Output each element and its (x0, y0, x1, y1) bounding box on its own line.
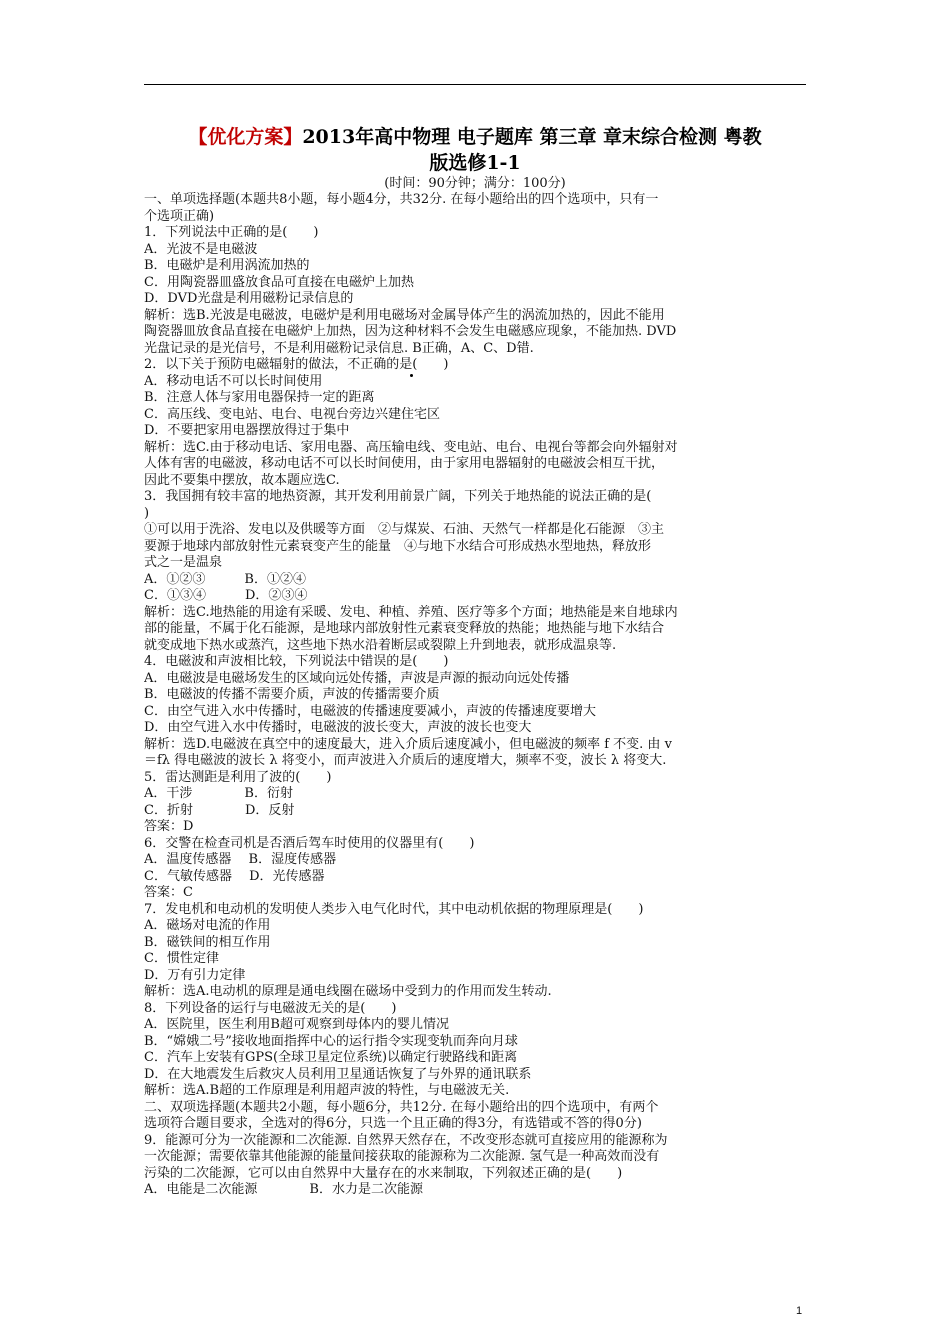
text-line: 6．交警在检查司机是否酒后驾车时使用的仪器里有( ) (144, 835, 475, 851)
header-rule (144, 84, 806, 85)
text-line: B．“嫦娥二号”接收地面指挥中心的运行指令实现变轨而奔向月球 (144, 1033, 518, 1049)
text-line: 污染的二次能源，它可以由自然界中大量存在的水来制取，下列叙述正确的是( ) (144, 1165, 623, 1181)
text-line: ＝fλ 得电磁波的波长 λ 将变小，而声波进入介质后的速度增大，频率不变，波长 λ 将变大. (144, 753, 667, 768)
text-line: 因此不要集中摆放，故本题应选C. (144, 472, 340, 488)
text-line: C．气敏传感器 D．光传感器 (144, 868, 325, 884)
text-line: C．①③④ D．②③④ (144, 588, 308, 603)
text-line: 4．电磁波和声波相比较，下列说法中错误的是( ) (144, 654, 449, 669)
text-line: A．干涉 B．衍射 (144, 786, 293, 801)
text-line: C．用陶瓷器皿盛放食品可直接在电磁炉上加热 (144, 274, 414, 290)
document-title (144, 124, 806, 176)
text-line: B．注意人体与家用电器保持一定的距离 (144, 390, 375, 405)
page-number: 1 (796, 1305, 803, 1317)
text-line: C．惯性定律 (144, 951, 219, 966)
text-line: 答案：C (144, 885, 193, 900)
document-body (144, 192, 808, 1199)
text-line: 人体有害的电磁波，移动电话不可以长时间使用，由于家用电器辐射的电磁波会相互干扰， (144, 456, 665, 471)
text-line: 1．下列说法中正确的是( ) (144, 225, 319, 240)
text-line: B．电磁波的传播不需要介质，声波的传播需要介质 (144, 687, 440, 702)
text-line: 答案：D (144, 819, 194, 834)
text-line: 陶瓷器皿放食品直接在电磁炉上加热，因为这种材料不会发生电磁感应现象，不能加热. DVD (144, 324, 677, 339)
text-line: C．折射 D．反射 (144, 802, 295, 818)
text-line: C．高压线、变电站、电台、电视台旁边兴建住宅区 (144, 406, 440, 422)
text-line: A．移动电话不可以长时间使用 (144, 373, 323, 389)
text-line: 就变成地下热水或蒸汽，这些地下热水沿着断层或裂隙上升到地表，就形成温泉等. (144, 637, 617, 653)
text-line: 解析：选C.地热能的用途有采暖、发电、种植、养殖、医疗等多个方面；地热能是来自地球内 (144, 604, 678, 620)
text-line: 解析：选B.光波是电磁波，电磁炉是利用电磁场对金属导体产生的涡流加热的，因此不能用 (144, 307, 665, 323)
text-line: B．电磁炉是利用涡流加热的 (144, 258, 310, 273)
text-line: 部的能量，不属于化石能源，是地球内部放射性元素衰变释放的热能；地热能与地下水结合 (144, 621, 665, 636)
text-line: 解析：选C.由于移动电话、家用电器、高压输电线、变电站、电台、电视台等都会向外辐射对 (144, 439, 678, 455)
text-line: A．电磁波是电磁场发生的区域向远处传播，声波是声源的振动向远处传播 (144, 670, 570, 686)
text-line: 2．以下关于预防电磁辐射的做法，不正确的是( ) (144, 357, 449, 372)
text-line: D．在大地震发生后救灾人员利用卫星通话恢复了与外界的通讯联系 (144, 1066, 532, 1082)
text-line: A．医院里，医生利用B超可观察到母体内的婴儿情况 (144, 1017, 449, 1032)
text-line: C．由空气进入水中传播时，电磁波的传播速度要减小，声波的传播速度要增大 (144, 703, 596, 719)
text-line: 解析：选D.电磁波在真空中的速度最大，进入介质后速度减小，但电磁波的频率 f 不变. 由 v (144, 736, 672, 752)
title-bracket: 【优化方案】 (188, 126, 303, 148)
title-line2: 版选修1-1 (429, 152, 521, 174)
text-line: 3．我国拥有较丰富的地热资源，其开发利用前景广阔，下列关于地热能的说法正确的是( (144, 489, 652, 504)
text-line: 光盘记录的是光信号，不是利用磁粉记录信息. B正确，A、C、D错. (144, 340, 534, 356)
text-line: 选项符合题目要求，全选对的得6分，只选一个且正确的得3分，有选错或不答的得0分) (144, 1116, 642, 1131)
text-line: D．不要把家用电器摆放得过于集中 (144, 423, 350, 438)
text-line: ①可以用于洗浴、发电以及供暖等方面 ②与煤炭、石油、天然气一样都是化石能源 ③主 (144, 522, 665, 537)
text-line: B．磁铁间的相互作用 (144, 934, 271, 950)
emphasis-dot (410, 374, 413, 377)
text-line: C．汽车上安装有GPS(全球卫星定位系统)以确定行驶路线和距离 (144, 1050, 518, 1065)
title-main: 2013年高中物理 电子题库 第三章 章末综合检测 粤教 (302, 126, 762, 148)
text-line: 一、单项选择题(本题共8小题，每小题4分，共32分. 在每小题给出的四个选项中，只有一 (144, 192, 659, 207)
text-line: D．由空气进入水中传播时，电磁波的波长变大，声波的波长也变大 (144, 720, 532, 735)
text-line: A．光波不是电磁波 (144, 241, 258, 257)
text-line: 7．发电机和电动机的发明使人类步入电气化时代，其中电动机依据的物理原理是( ) (144, 901, 644, 917)
text-line: D．万有引力定律 (144, 967, 246, 983)
text-line: 式之一是温泉 (144, 555, 223, 570)
text-line: 个选项正确) (144, 208, 215, 224)
text-line: 5．雷达测距是利用了波的( ) (144, 769, 332, 785)
text-line: A．①②③ B．①②④ (144, 571, 306, 587)
text-line: 一次能源；需要依靠其他能源的能量间接获取的能源称为二次能源. 氢气是一种高效而没有 (144, 1149, 660, 1164)
text-line: ) (144, 505, 150, 521)
text-line: A．磁场对电流的作用 (144, 918, 271, 933)
exam-time-score: (时间：90分钟；满分：100分) (384, 176, 566, 191)
text-line: 解析：选A.电动机的原理是通电线圈在磁场中受到力的作用而发生转动. (144, 984, 552, 999)
text-line: 9．能源可分为一次能源和二次能源. 自然界天然存在，不改变形态就可直接应用的能源称为 (144, 1132, 668, 1148)
text-line: 8．下列设备的运行与电磁波无关的是( ) (144, 1000, 397, 1016)
text-line: 解析：选A.B超的工作原理是利用超声波的特性，与电磁波无关. (144, 1083, 510, 1098)
text-line: 二、双项选择题(本题共2小题，每小题6分，共12分. 在每小题给出的四个选项中，有两个 (144, 1099, 659, 1115)
text-line: A．温度传感器 B．湿度传感器 (144, 852, 337, 867)
text-line: 要源于地球内部放射性元素衰变产生的能量 ④与地下水结合可形成热水型地热，释放形 (144, 538, 652, 554)
text-line: A．电能是二次能源 B．水力是二次能源 (144, 1182, 423, 1197)
text-line: D．DVD光盘是利用磁粉记录信息的 (144, 291, 354, 306)
